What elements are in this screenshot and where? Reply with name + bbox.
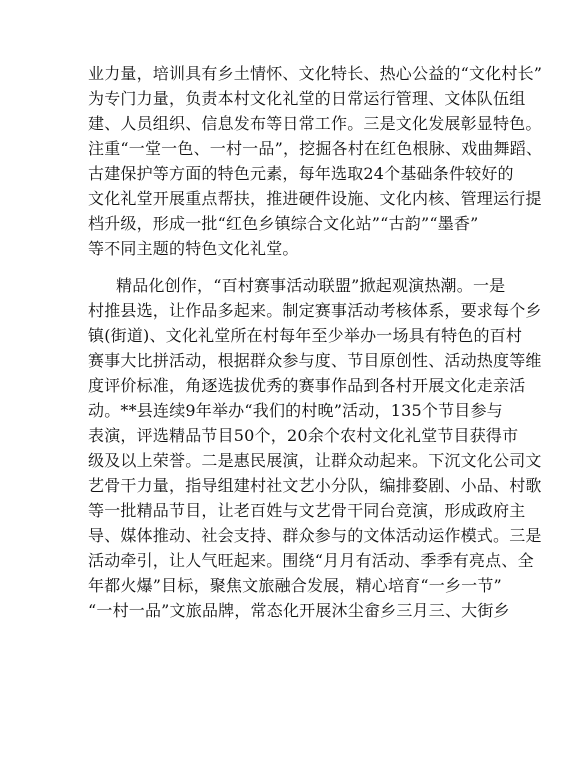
paragraph-line: 档升级，形成一批“红色乡镇综合文化站”“古韵”“墨香” xyxy=(88,214,479,233)
paragraph-line: 为专门力量，负责本村文化礼堂的日常运行管理、文体队伍组 xyxy=(88,89,526,108)
paragraph-line: 动。**县连续9年举办“我们的村晚”活动，135个节目参与 xyxy=(88,401,503,420)
paragraph-line: 导、媒体推动、社会支持、群众参与的文体活动运作模式。三是 xyxy=(88,526,542,545)
paragraph-line: “一村一品”文旅品牌，常态化开展沐尘畲乡三月三、大街乡 xyxy=(88,601,510,620)
paragraph-line: 注重“一堂一色、一村一品”，挖掘各村在红色根脉、戏曲舞蹈、 xyxy=(88,139,543,158)
paragraph-line: 古建保护等方面的特色元素，每年选取24个基础条件较好的 xyxy=(88,164,514,183)
paragraph-line: 建、人员组织、信息发布等日常工作。三是文化发展彰显特色。 xyxy=(88,114,542,133)
paragraph-first-line: 精品化创作，“百村赛事活动联盟”掀起观演热潮。一是 xyxy=(116,276,506,295)
paragraph-line: 等一批精品节目，让老百姓与文艺骨干同台竞演，形成政府主 xyxy=(88,501,526,520)
paragraph-line: 村推县选，让作品多起来。制定赛事活动考核体系，要求每个乡 xyxy=(88,301,542,320)
paragraph-line: 级及以上荣誉。二是惠民展演，让群众动起来。下沉文化公司文 xyxy=(88,451,542,470)
paragraph-line: 艺骨干力量，指导组建村社文艺小分队，编排婺剧、小品、村歌 xyxy=(88,476,542,495)
paragraph-line: 镇(街道)、文化礼堂所在村每年至少举办一场具有特色的百村 xyxy=(88,326,523,345)
paragraph-line: 表演，评选精品节目50个，20余个农村文化礼堂节目获得市 xyxy=(88,426,519,445)
paragraph-line: 等不同主题的特色文化礼堂。 xyxy=(88,239,299,258)
paragraph-line: 文化礼堂开展重点帮扶，推进硬件设施、文化内核、管理运行提 xyxy=(88,189,542,208)
paragraph-line: 业力量，培训具有乡土情怀、文化特长、热心公益的“文化村长” xyxy=(88,64,543,83)
paragraph-line: 活动牵引，让人气旺起来。围绕“月月有活动、季季有亮点、全 xyxy=(88,551,534,570)
paragraph-line: 年都火爆”目标，聚焦文旅融合发展，精心培育“一乡一节” xyxy=(88,576,502,595)
paragraph-line: 赛事大比拼活动，根据群众参与度、节目原创性、活动热度等维 xyxy=(88,351,542,370)
paragraph-line: 度评价标准，角逐选拔优秀的赛事作品到各村开展文化走亲活 xyxy=(88,376,526,395)
